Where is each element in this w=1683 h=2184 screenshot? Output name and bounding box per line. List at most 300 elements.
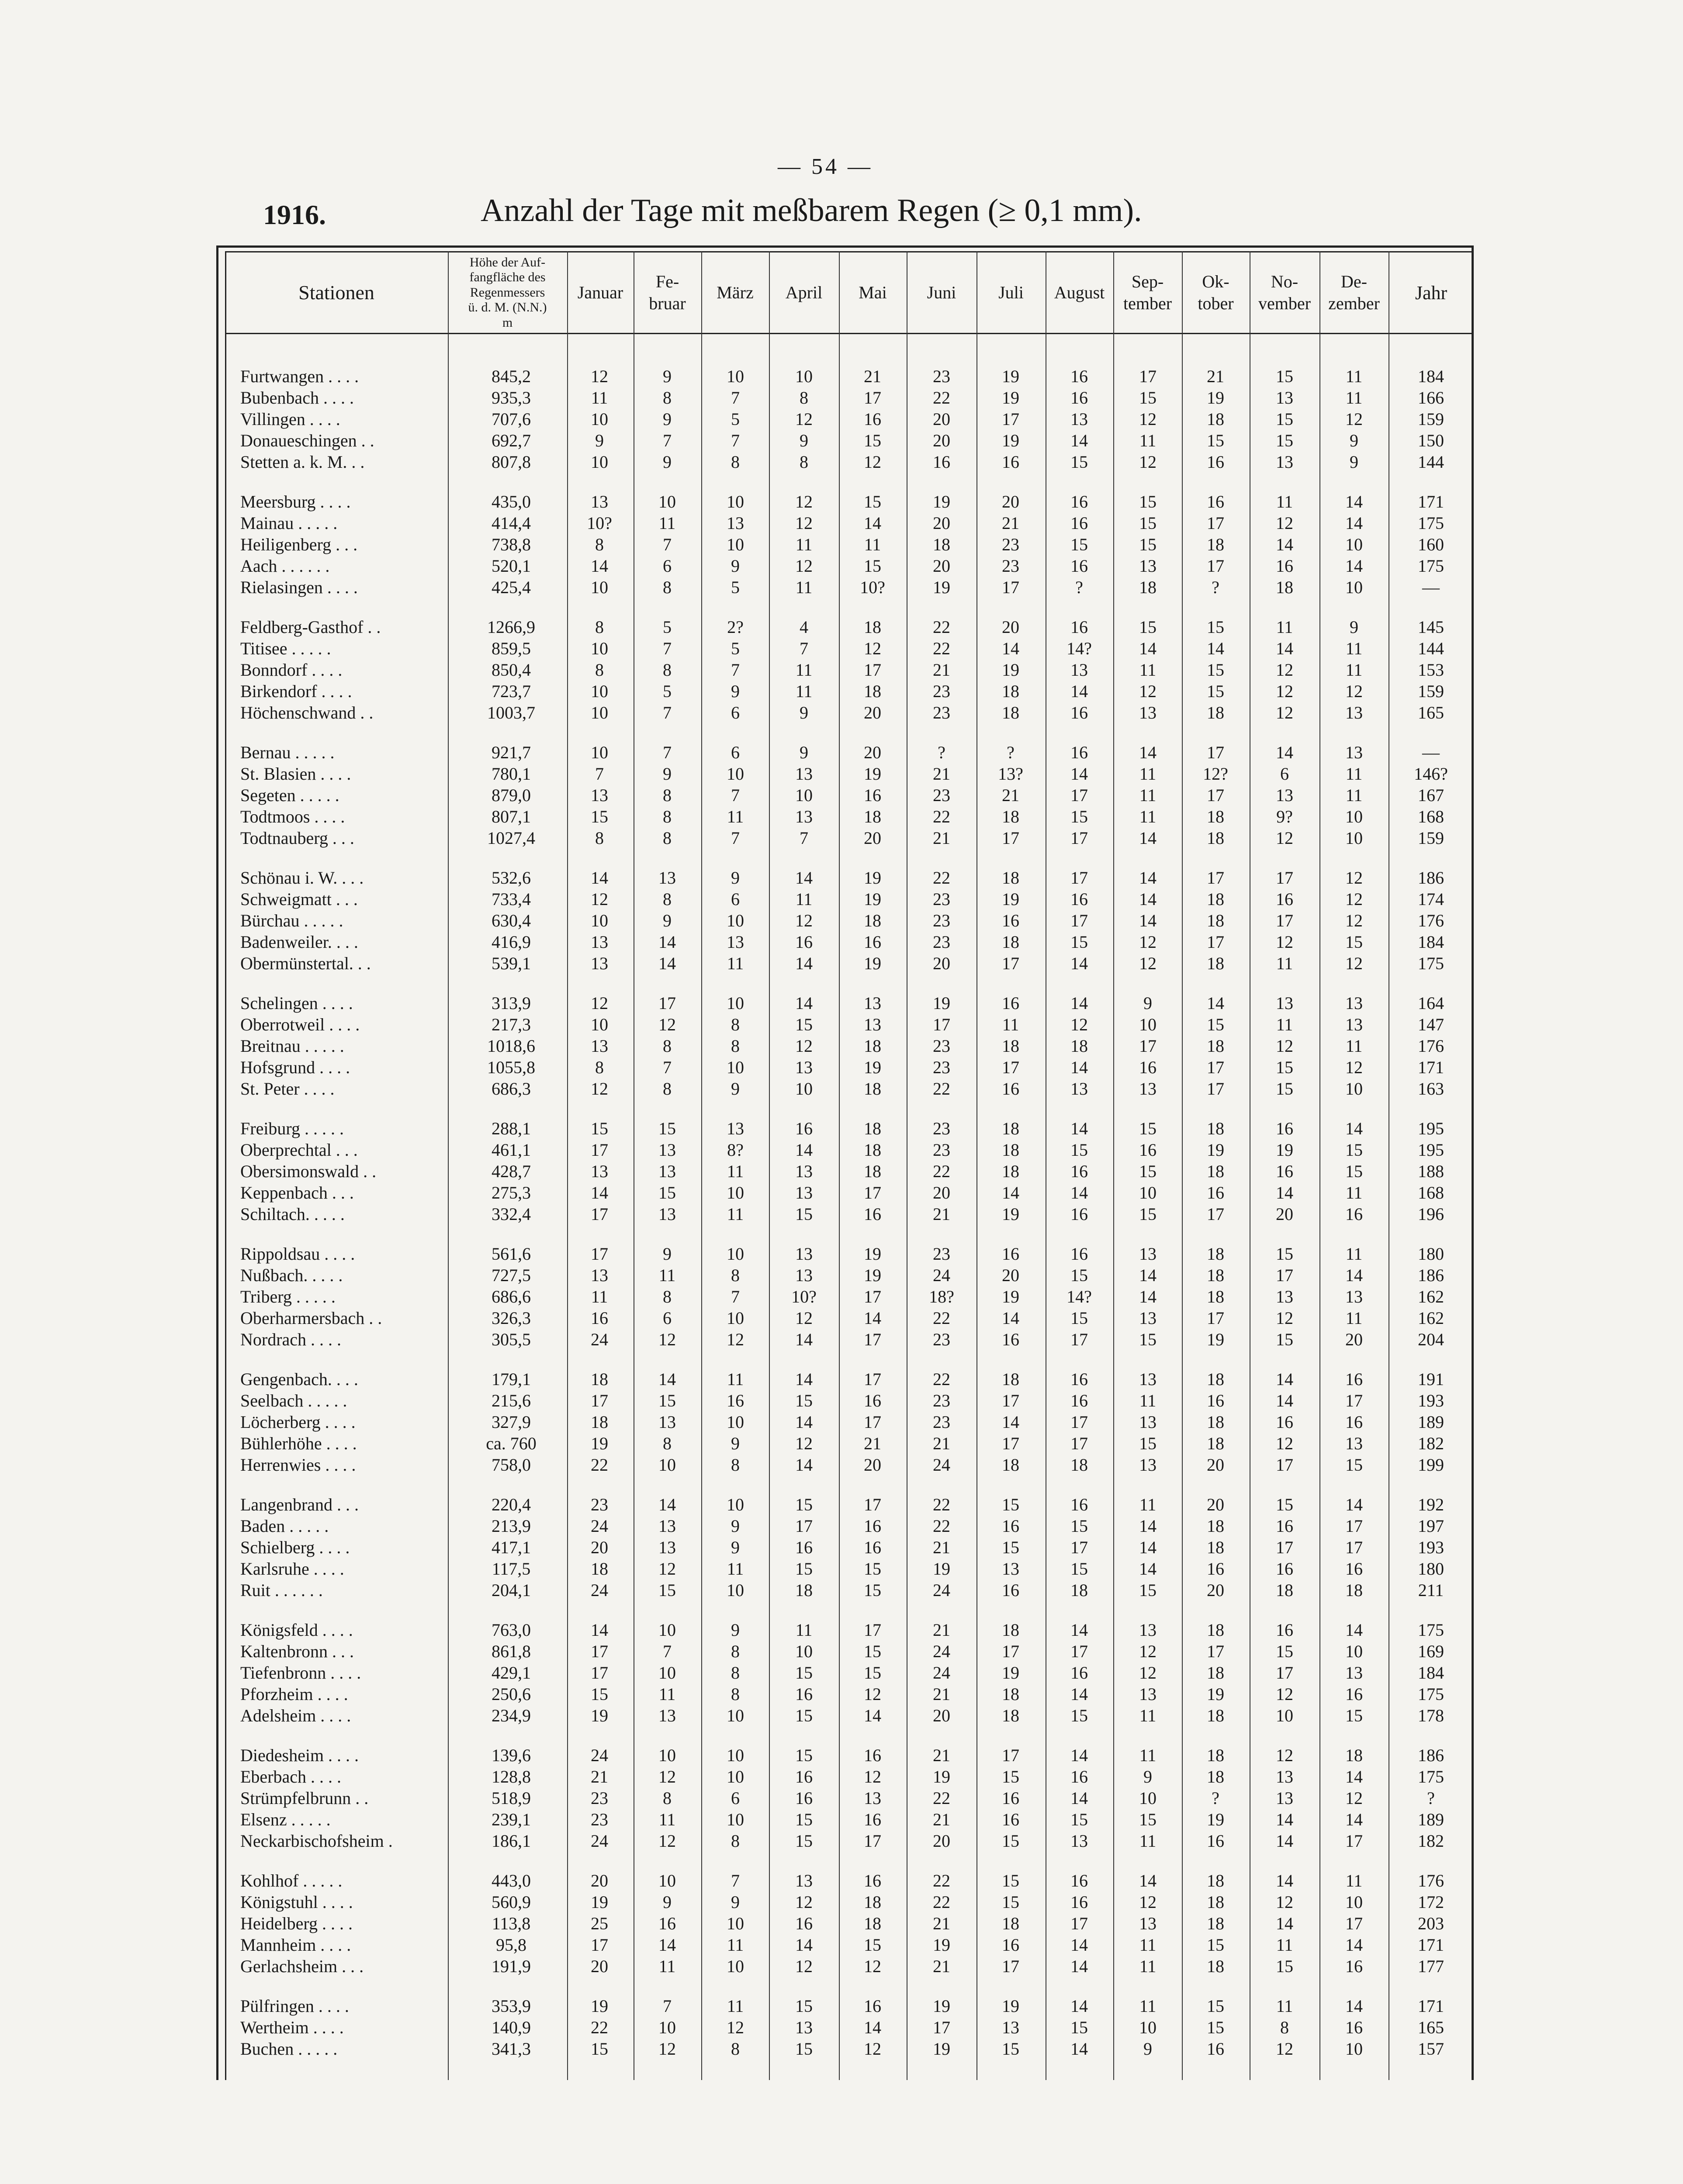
station-name: Adelsheim . . . .	[240, 1706, 351, 1725]
month-value: 17	[795, 1516, 813, 1536]
month-value: 21	[933, 1204, 950, 1224]
month-value: 6	[731, 1788, 740, 1808]
month-value: 11	[1345, 660, 1363, 680]
year-total: 167	[1418, 785, 1444, 805]
month-value: 17	[864, 1620, 881, 1640]
month-value: 23	[591, 1495, 608, 1514]
station-height: 935,3	[492, 388, 531, 408]
station-height: 1266,9	[487, 617, 535, 637]
month-value: 15	[1070, 1516, 1088, 1536]
month-value: 11	[1345, 1183, 1363, 1203]
month-value: 9	[731, 1434, 740, 1453]
month-value: 15	[1345, 1140, 1363, 1160]
month-value: 9	[731, 1538, 740, 1557]
month-value: 7	[663, 1641, 672, 1661]
month-value: 18	[1002, 1620, 1019, 1640]
month-value: 10	[591, 743, 608, 762]
year-total: 144	[1418, 452, 1444, 472]
station-name: Kaltenbronn . . .	[240, 1641, 354, 1661]
month-value: 9?	[1276, 807, 1293, 826]
month-value: 18	[1207, 1663, 1224, 1683]
month-value: 13	[1139, 1620, 1157, 1640]
month-value: 17	[1139, 366, 1157, 386]
month-value: 14	[1070, 2039, 1088, 2059]
month-value: 18	[1207, 409, 1224, 429]
month-value: 10	[658, 492, 676, 511]
month-value: 15	[1070, 1308, 1088, 1328]
station-height: 341,3	[492, 2039, 531, 2059]
month-value: 15	[658, 1119, 676, 1138]
header-month-line: Mai	[859, 283, 887, 302]
month-value: 23	[933, 366, 950, 386]
month-value: 13	[1002, 1559, 1019, 1579]
month-value: 17	[864, 660, 881, 680]
month-value: 18	[864, 911, 881, 930]
month-value: 21	[933, 1956, 950, 1976]
month-value: 13	[795, 1871, 813, 1890]
month-value: 13	[1070, 660, 1088, 680]
header-month-line: vember	[1258, 294, 1311, 313]
month-value: 21	[864, 366, 881, 386]
header-month	[1250, 252, 1319, 333]
month-value: 15	[864, 1663, 881, 1683]
year-total: 184	[1418, 366, 1444, 386]
header-height-line: fangfläche des	[469, 270, 546, 285]
station-height: 738,8	[492, 535, 531, 554]
month-value: 18	[1207, 1767, 1224, 1787]
month-value: 15	[1002, 1538, 1019, 1557]
month-value: 10	[591, 1015, 608, 1034]
month-value: 20	[933, 1706, 950, 1725]
month-value: 11	[1139, 431, 1157, 450]
month-value: 11	[795, 889, 813, 909]
month-value: 7	[663, 639, 672, 658]
month-value: 6	[731, 703, 740, 722]
column-rule	[1319, 251, 1320, 2080]
month-value: 17	[1207, 868, 1224, 888]
month-value: 12	[727, 2018, 744, 2037]
month-value: 23	[933, 1391, 950, 1410]
month-value: 14?	[1067, 639, 1092, 658]
station-name: St. Blasien . . . .	[240, 764, 351, 784]
month-value: 10	[1276, 1706, 1293, 1725]
month-value: 11	[591, 388, 608, 408]
month-value: 12	[1139, 1892, 1157, 1912]
month-value: 18	[1207, 1914, 1224, 1933]
station-name: Schönau i. W. . . .	[240, 868, 364, 888]
month-value: 11	[727, 1369, 744, 1389]
station-name: Seelbach . . . . .	[240, 1391, 347, 1410]
month-value: 10	[795, 366, 813, 386]
month-value: 21	[1207, 366, 1224, 386]
month-value: 16	[1070, 556, 1088, 576]
month-value: 8	[595, 617, 604, 637]
station-height: 560,9	[492, 1892, 531, 1912]
month-value: 17	[1070, 1641, 1088, 1661]
month-value: 15	[795, 1831, 813, 1851]
month-value: 5	[731, 577, 740, 597]
station-name: Baden . . . . .	[240, 1516, 329, 1536]
month-value: 15	[1002, 1767, 1019, 1787]
month-value: 15	[1345, 1706, 1363, 1725]
month-value: 19	[1207, 1684, 1224, 1704]
month-value: 14	[1070, 1788, 1088, 1808]
month-value: 12	[795, 409, 813, 429]
month-value: 18?	[929, 1287, 954, 1306]
month-value: 12	[658, 2039, 676, 2059]
header-month-line: Juli	[998, 283, 1024, 302]
month-value: 15	[795, 1663, 813, 1683]
month-value: 22	[933, 1079, 950, 1099]
month-value: 13	[1276, 1788, 1293, 1808]
month-value: 9	[663, 409, 672, 429]
month-value: 16	[864, 1516, 881, 1536]
station-name: Heiligenberg . . .	[240, 535, 358, 554]
month-value: 8	[663, 577, 672, 597]
month-value: 10	[727, 1412, 744, 1432]
month-value: 18	[1002, 868, 1019, 888]
header-month-line: Ok-	[1202, 272, 1229, 291]
year-total: 184	[1418, 1663, 1444, 1683]
month-value: 15	[1139, 1434, 1157, 1453]
month-value: 16	[1345, 1412, 1363, 1432]
month-value: 14	[1139, 1538, 1157, 1557]
month-value: 14	[864, 1706, 881, 1725]
month-value: 22	[933, 1495, 950, 1514]
station-name: Obermünstertal. . .	[240, 954, 371, 973]
month-value: 16	[1070, 492, 1088, 511]
month-value: 22	[933, 868, 950, 888]
month-value: 18	[591, 1369, 608, 1389]
month-value: 11	[1276, 954, 1293, 973]
station-height: 561,6	[492, 1244, 531, 1264]
month-value: 21	[864, 1434, 881, 1453]
month-value: 8	[731, 1015, 740, 1034]
month-value: 18	[1207, 535, 1224, 554]
month-value: 17	[1345, 1391, 1363, 1410]
month-value: 11	[1345, 1871, 1363, 1890]
month-value: 16	[1070, 388, 1088, 408]
month-value: 15	[1070, 1559, 1088, 1579]
month-value: 7	[663, 743, 672, 762]
month-value: 10	[658, 1745, 676, 1765]
month-value: 12	[658, 1330, 676, 1349]
month-value: 18	[1207, 911, 1224, 930]
month-value: 18	[591, 1559, 608, 1579]
month-value: 22	[933, 639, 950, 658]
month-value: 14	[1345, 1810, 1363, 1829]
header-height-line: m	[502, 315, 513, 330]
year-total: 159	[1418, 409, 1444, 429]
month-value: 14	[1139, 1559, 1157, 1579]
station-height: 539,1	[492, 954, 531, 973]
year-total: 146?	[1414, 764, 1448, 784]
month-value: 16	[1207, 1559, 1224, 1579]
month-value: 16	[1070, 1495, 1088, 1514]
month-value: 20	[1002, 492, 1019, 511]
month-value: 16	[1002, 1516, 1019, 1536]
year-total: 211	[1418, 1580, 1444, 1600]
month-value: 10	[658, 1620, 676, 1640]
month-value: 19	[933, 1996, 950, 2016]
month-value: 14	[591, 1183, 608, 1203]
month-value: 14	[1139, 1871, 1157, 1890]
month-value: 15	[1345, 1161, 1363, 1181]
station-height: 313,9	[492, 993, 531, 1013]
month-value: 20	[933, 431, 950, 450]
station-name: Donaueschingen . .	[240, 431, 374, 450]
month-value: 13	[1345, 1434, 1363, 1453]
station-name: Oberprechtal . . .	[240, 1140, 358, 1160]
month-value: 11	[658, 1265, 676, 1285]
month-value: 10	[795, 1641, 813, 1661]
month-value: 16	[1002, 1244, 1019, 1264]
month-value: 14	[1139, 743, 1157, 762]
month-value: 17	[1345, 1914, 1363, 1933]
year-total: 168	[1418, 807, 1444, 826]
year-total: 177	[1418, 1956, 1444, 1976]
month-value: 13	[658, 1538, 676, 1557]
month-value: 11	[727, 1935, 744, 1955]
month-value: 12	[795, 1308, 813, 1328]
month-value: 14	[1070, 1119, 1088, 1138]
month-value: 15	[1139, 1119, 1157, 1138]
month-value: 14	[1345, 1935, 1363, 1955]
station-name: Kohlhof . . . . .	[240, 1871, 343, 1890]
month-value: 12	[1345, 409, 1363, 429]
month-value: 16	[864, 1745, 881, 1765]
month-value: 23	[933, 1244, 950, 1264]
month-value: 20	[591, 1956, 608, 1976]
station-height: 520,1	[492, 556, 531, 576]
header-month	[1389, 252, 1474, 333]
station-height: 215,6	[492, 1391, 531, 1410]
year-total: 165	[1418, 703, 1444, 722]
year-total: 191	[1418, 1369, 1444, 1389]
month-value: 18	[864, 617, 881, 637]
month-value: 19	[933, 492, 950, 511]
station-name: Oberrotweil . . . .	[240, 1015, 360, 1034]
station-height: 845,2	[492, 366, 531, 386]
month-value: 14	[1207, 639, 1224, 658]
month-value: 21	[1002, 785, 1019, 805]
month-value: 14	[1139, 889, 1157, 909]
month-value: 17	[1207, 1308, 1224, 1328]
station-height: 780,1	[492, 764, 531, 784]
month-value: 15	[1207, 1015, 1224, 1034]
station-name: Furtwangen . . . .	[240, 366, 359, 386]
header-height-line: Höhe der Auf-	[469, 255, 546, 270]
month-value: 14	[1070, 1684, 1088, 1704]
station-height: 305,5	[492, 1330, 531, 1349]
month-value: 9	[663, 764, 672, 784]
station-name: Königsfeld . . . .	[240, 1620, 353, 1640]
station-height: 428,7	[492, 1161, 531, 1181]
month-value: 15	[864, 1641, 881, 1661]
month-value: 16	[591, 1308, 608, 1328]
month-value: 8	[731, 1455, 740, 1475]
year-total: 197	[1418, 1516, 1444, 1536]
month-value: 11	[1139, 1495, 1157, 1514]
month-value: 15	[658, 1580, 676, 1600]
table-year: 1916.	[263, 199, 326, 230]
month-value: 12	[1345, 681, 1363, 701]
month-value: 19	[864, 1265, 881, 1285]
month-value: 15	[795, 1495, 813, 1514]
month-value: 20	[1207, 1495, 1224, 1514]
station-name: Mainau . . . . .	[240, 513, 338, 533]
month-value: 13	[795, 1161, 813, 1181]
month-value: 13	[591, 1161, 608, 1181]
header-height	[448, 252, 567, 333]
month-value: 13	[1070, 1831, 1088, 1851]
station-height: 727,5	[492, 1265, 531, 1285]
month-value: 13	[1276, 993, 1293, 1013]
month-value: 7	[731, 1287, 740, 1306]
station-height: 113,8	[492, 1914, 531, 1933]
month-value: 15	[1070, 1140, 1088, 1160]
month-value: 10	[591, 409, 608, 429]
station-name: Karlsruhe . . . .	[240, 1559, 344, 1579]
month-value: 11	[727, 1559, 744, 1579]
station-height: 128,8	[492, 1767, 531, 1787]
month-value: 13	[1139, 1079, 1157, 1099]
month-value: 11	[795, 577, 813, 597]
month-value: 17	[1276, 911, 1293, 930]
month-value: 19	[1207, 1810, 1224, 1829]
month-value: 17	[1070, 1538, 1088, 1557]
month-value: 7	[731, 1871, 740, 1890]
month-value: 16	[1345, 1369, 1363, 1389]
station-name: Oberharmersbach . .	[240, 1308, 382, 1328]
station-name: Bühlerhöhe . . . .	[240, 1434, 357, 1453]
month-value: 21	[591, 1767, 608, 1787]
month-value: 11	[727, 954, 744, 973]
month-value: 19	[864, 889, 881, 909]
month-value: 5	[663, 681, 672, 701]
station-height: 191,9	[492, 1956, 531, 1976]
month-value: 11	[795, 660, 813, 680]
month-value: 17	[1139, 1036, 1157, 1056]
year-total: 160	[1418, 535, 1444, 554]
station-name: Rielasingen . . . .	[240, 577, 358, 597]
month-value: 14	[1002, 1412, 1019, 1432]
month-value: 16	[795, 1767, 813, 1787]
month-value: 14	[591, 868, 608, 888]
header-month	[1319, 252, 1389, 333]
month-value: 20	[933, 1183, 950, 1203]
month-value: 15	[1070, 1810, 1088, 1829]
month-value: 23	[591, 1810, 608, 1829]
month-value: 23	[933, 1057, 950, 1077]
header-month-line: No-	[1271, 272, 1299, 291]
month-value: 14	[795, 1330, 813, 1349]
header-month-line: Juni	[927, 283, 956, 302]
month-value: 12	[1139, 932, 1157, 952]
month-value: 18	[1002, 1140, 1019, 1160]
month-value: 8	[800, 452, 808, 472]
month-value: 16	[1070, 1369, 1088, 1389]
month-value: 18	[1207, 1892, 1224, 1912]
month-value: 9	[663, 1892, 672, 1912]
month-value: 14	[1070, 681, 1088, 701]
month-value: 14	[1070, 764, 1088, 784]
month-value: 15	[1070, 2018, 1088, 2037]
station-height: 443,0	[492, 1871, 531, 1890]
month-value: 8	[663, 1079, 672, 1099]
month-value: 15	[1002, 1831, 1019, 1851]
month-value: 13?	[998, 764, 1023, 784]
month-value: 12	[864, 1956, 881, 1976]
station-height: 850,4	[492, 660, 531, 680]
station-height: 807,1	[492, 807, 531, 826]
year-total: 180	[1418, 1559, 1444, 1579]
month-value: 23	[933, 932, 950, 952]
month-value: 16	[1070, 1244, 1088, 1264]
month-value: 15	[591, 2039, 608, 2059]
month-value: 15	[1139, 1810, 1157, 1829]
month-value: 12	[1276, 828, 1293, 848]
month-value: 16	[1070, 1767, 1088, 1787]
month-value: 16	[864, 1538, 881, 1557]
month-value: 19	[864, 868, 881, 888]
year-total: 175	[1418, 954, 1444, 973]
station-height: 217,3	[492, 1015, 531, 1034]
month-value: 18	[1345, 1745, 1363, 1765]
month-value: 11	[1276, 617, 1293, 637]
month-value: 14	[1139, 911, 1157, 930]
month-value: 14	[795, 954, 813, 973]
month-value: 24	[933, 1265, 950, 1285]
month-value: 14	[795, 1455, 813, 1475]
month-value: 22	[933, 1871, 950, 1890]
month-value: 9	[1143, 2039, 1152, 2059]
month-value: 16	[1002, 1935, 1019, 1955]
month-value: 6	[731, 889, 740, 909]
month-value: 16	[1139, 1140, 1157, 1160]
month-value: 13	[1070, 1079, 1088, 1099]
month-value: 9	[731, 681, 740, 701]
station-name: Tiefenbronn . . . .	[240, 1663, 361, 1683]
month-value: 12	[864, 1767, 881, 1787]
month-value: 12	[591, 889, 608, 909]
month-value: 17	[591, 1204, 608, 1224]
header-month-line: tober	[1198, 294, 1234, 313]
month-value: 18	[1002, 1455, 1019, 1475]
year-total: 175	[1418, 1620, 1444, 1640]
month-value: 12	[1276, 703, 1293, 722]
month-value: 18	[1139, 577, 1157, 597]
station-name: St. Peter . . . .	[240, 1079, 335, 1099]
station-name: Löcherberg . . . .	[240, 1412, 356, 1432]
month-value: 14	[1345, 492, 1363, 511]
year-total: 172	[1418, 1892, 1444, 1912]
month-value: 11	[727, 1996, 744, 2016]
station-height: 1018,6	[487, 1036, 535, 1056]
station-height: 921,7	[492, 743, 531, 762]
month-value: 14	[1070, 1996, 1088, 2016]
month-value: 12	[1276, 1745, 1293, 1765]
month-value: 15	[591, 1684, 608, 1704]
month-value: 17	[1070, 868, 1088, 888]
month-value: 12	[1345, 954, 1363, 973]
month-value: 18	[1002, 1036, 1019, 1056]
month-value: 9	[1143, 993, 1152, 1013]
month-value: 10	[1345, 1079, 1363, 1099]
station-height: 686,6	[492, 1287, 531, 1306]
station-height: 250,6	[492, 1684, 531, 1704]
column-rule	[769, 251, 770, 2080]
